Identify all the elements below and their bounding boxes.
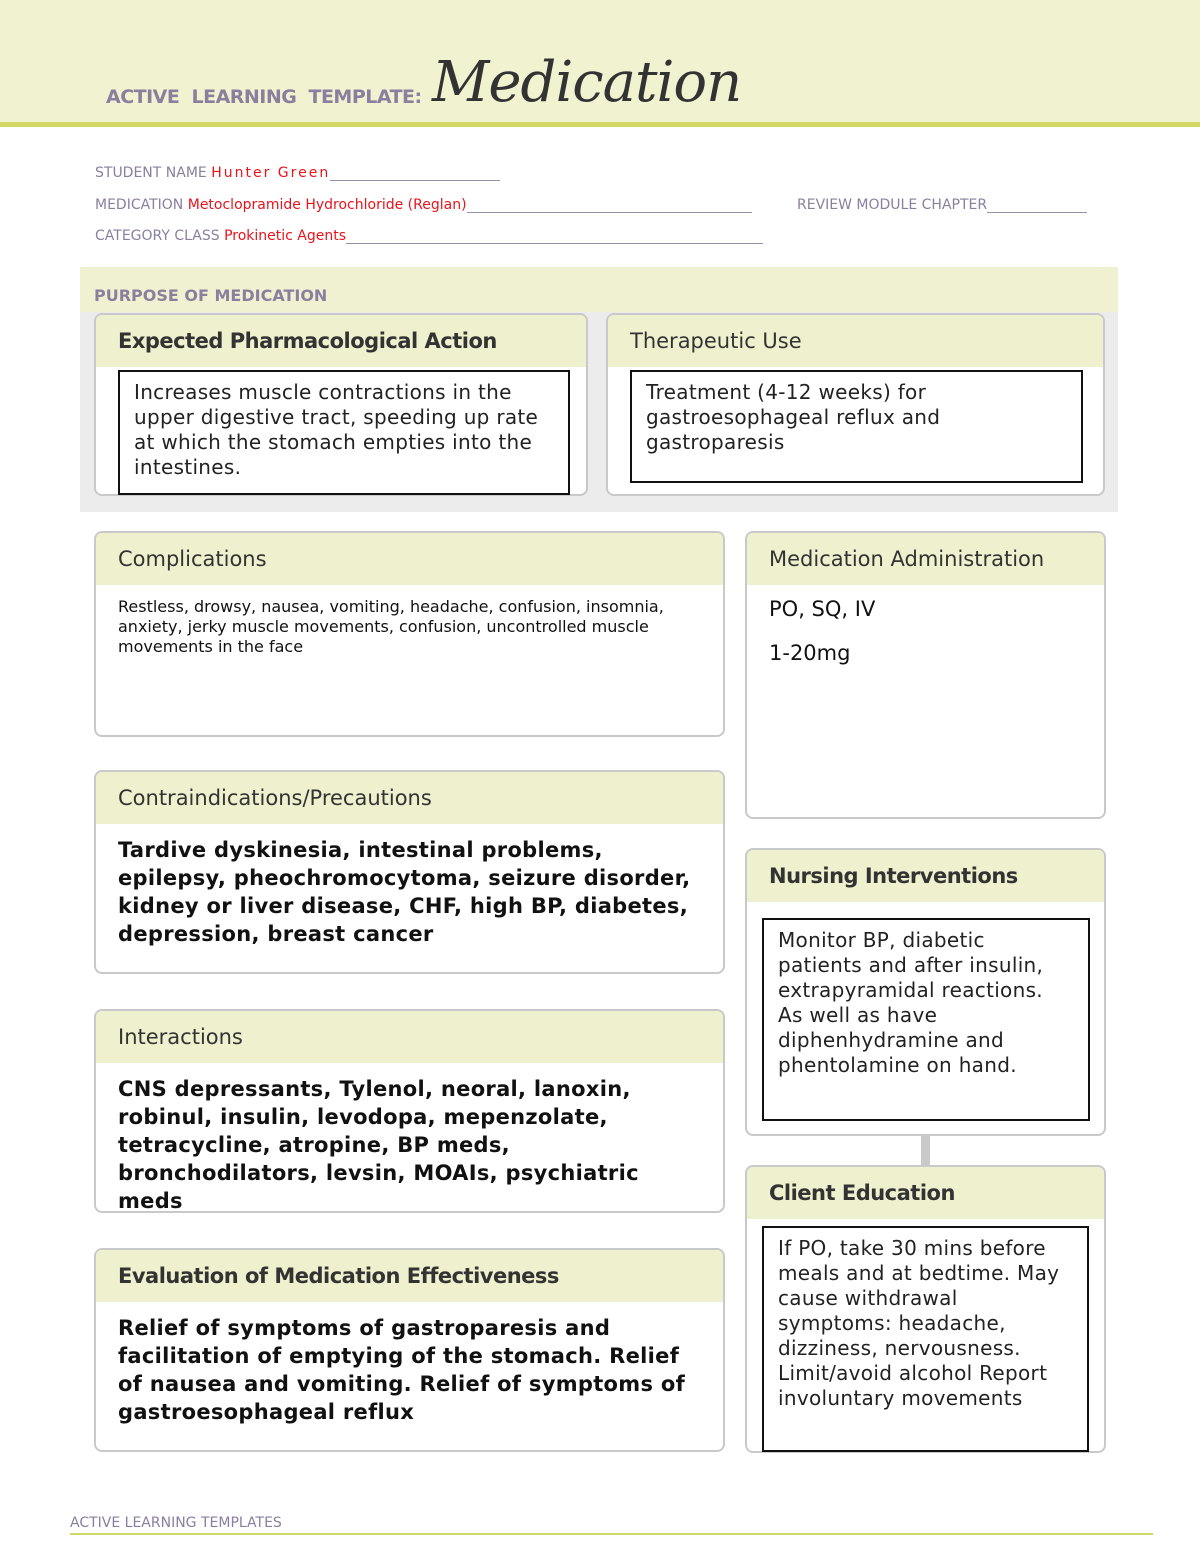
footer-divider [70, 1533, 1153, 1535]
student-name-field[interactable] [95, 165, 500, 181]
medication-value: Metoclopramide Hydrochloride (Reglan) [187, 197, 467, 213]
medication-label: MEDICATION [95, 197, 184, 213]
administration-box [745, 531, 1106, 819]
review-module-label: REVIEW MODULE CHAPTER [797, 197, 988, 213]
administration-dose[interactable]: 1-20mg [769, 641, 851, 665]
expected-action-text[interactable]: Increases muscle contractions in the upper digestive tract, speeding up rate at which the stomach empties into the intestines. [118, 370, 570, 495]
purpose-label: PURPOSE OF MEDICATION [94, 286, 328, 305]
category-field[interactable] [95, 228, 763, 244]
administration-route[interactable]: PO, SQ, IV [769, 597, 876, 621]
education-title: Client Education [747, 1167, 1104, 1219]
administration-body [747, 585, 1104, 665]
page-title: Medication [432, 50, 742, 115]
therapeutic-use-title: Therapeutic Use [608, 315, 1103, 367]
expected-action-title: Expected Pharmacological Action [96, 315, 586, 367]
evaluation-box [94, 1248, 725, 1452]
interactions-text[interactable]: CNS depressants, Tylenol, neoral, lanoxin, robinul, insulin, levodopa, mepenzolate, tetracycline, atropine, BP meds, bronchodilators, levsin, MOAIs, psychiatric meds [118, 1077, 639, 1213]
evaluation-title: Evaluation of Medication Effectiveness [96, 1250, 723, 1302]
complications-title: Complications [96, 533, 723, 585]
complications-box [94, 531, 725, 737]
template-label: ACTIVE LEARNING TEMPLATE: [106, 86, 422, 108]
connector [921, 1135, 930, 1166]
nursing-text[interactable]: Monitor BP, diabetic patients and after insulin, extrapyramidal reactions. As well as have diphenhydramine and phentolamine on hand. [762, 918, 1090, 1121]
category-value: Prokinetic Agents [224, 228, 347, 244]
complications-text[interactable]: Restless, drowsy, nausea, vomiting, headache, confusion, insomnia, anxiety, jerky muscle movements, confusion, uncontrolled muscle movements in the face [118, 597, 664, 656]
nursing-title: Nursing Interventions [747, 850, 1104, 902]
therapeutic-use-text[interactable]: Treatment (4-12 weeks) for gastroesophageal reflux and gastroparesis [630, 370, 1083, 483]
contraindications-box [94, 770, 725, 974]
evaluation-text[interactable]: Relief of symptoms of gastroparesis and facilitation of emptying of the stomach. Relief of nausea and vomiting. Relief of symptoms of gastroesophageal reflux [118, 1316, 686, 1424]
medication-field[interactable] [95, 197, 752, 213]
interactions-title: Interactions [96, 1011, 723, 1063]
student-name-label: STUDENT NAME [95, 165, 207, 181]
contraindications-text[interactable]: Tardive dyskinesia, intestinal problems, epilepsy, pheochromocytoma, seizure disorder, kidney or liver disease, CHF, high BP, diabetes, depression, breast cancer [118, 838, 691, 946]
interactions-box [94, 1009, 725, 1213]
administration-title: Medication Administration [747, 533, 1104, 585]
review-module-field[interactable] [797, 197, 1087, 213]
education-text[interactable]: If PO, take 30 mins before meals and at bedtime. May cause withdrawal symptoms: headache, dizziness, nervousness. Limit/avoid alcohol Report involuntary movements [762, 1226, 1089, 1452]
student-name-value: Hunter Green [211, 165, 331, 181]
header-divider [0, 122, 1200, 127]
category-label: CATEGORY CLASS [95, 228, 220, 244]
contraindications-title: Contraindications/Precautions [96, 772, 723, 824]
footer-text: ACTIVE LEARNING TEMPLATES [70, 1515, 282, 1531]
